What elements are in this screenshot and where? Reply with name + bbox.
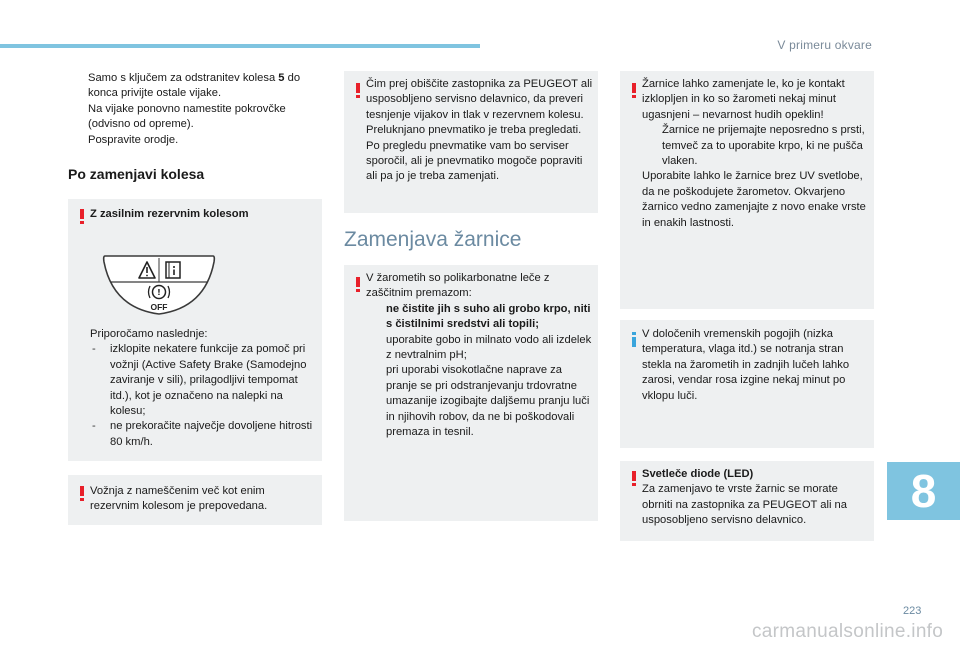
svg-text:!: ! bbox=[157, 288, 161, 297]
warning-icon bbox=[632, 83, 636, 97]
warning-icon bbox=[356, 277, 360, 291]
list-item: Pospravite orodje. bbox=[88, 133, 179, 146]
warning-title: Svetleče diode (LED) bbox=[642, 468, 754, 480]
list-item: pri uporabi visokotlačne naprave za pranje se pri odstranjevanju trdovratne umazanije izogibajte daljšemu pranju luči in njihovih robov, da ne bi poškodovali premaza in tesnil. bbox=[386, 364, 590, 439]
heading-after-wheel-change: Po zamenjavi kolesa bbox=[68, 166, 205, 182]
page-number: 223 bbox=[903, 605, 922, 617]
warning-body: Čim prej obiščite zastopnika za PEUGEOT ali usposobljeno servisno delavnico, da preveri tesnjenje vijakov in tlak v rezervnem kolesu. Preluknjano pnevmatiko je treba pregledati. Po pregledu pnevmatike vam bo serviser sporočil, ali je pnevmatiko mogoče popraviti ali pa jo je treba zamenjati. bbox=[366, 78, 593, 183]
watermark: carmanualsonline.info bbox=[752, 621, 944, 642]
warning-box-dealer-check bbox=[344, 71, 598, 213]
header-accent-bar bbox=[0, 44, 480, 48]
warning-body: V žarometih so polikarbonatne leče z zaščitnim premazom: ne čistite jih s suho ali grobo krpo, niti s čistilnimi sredstvi ali topili; uporabite gobo in milnato vodo ali izdelek z nevtralnim pH; pri uporabi visokotlačne naprave za pranje se pri odstranjevanju trdovratne umazanije izogibajte daljšemu pranju luči in njihovih robov, da ne bi poškodovali premaza in tesnil. bbox=[366, 271, 594, 440]
warning-body: Svetleče diode (LED) Za zamenjavo te vrste žarnic se morate obrniti na zastopnika za PEUGEOT ali na usposobljeno servisno delavnico. bbox=[642, 468, 848, 527]
warning-box-headlamp-care bbox=[344, 265, 598, 521]
warning-title: Z zasilnim rezervnim kolesom bbox=[90, 208, 249, 220]
list-item: ne čistite jih s suho ali grobo krpo, niti s čistilnimi sredstvi ali topili; bbox=[386, 302, 591, 331]
warning-box-burn-risk bbox=[620, 71, 874, 309]
warning-box-multiple-spares bbox=[68, 475, 322, 525]
warning-icon bbox=[356, 83, 360, 97]
info-icon bbox=[632, 332, 636, 346]
spare-wheel-sticker-illustration bbox=[101, 254, 217, 318]
chapter-tab: 8 bbox=[887, 462, 960, 520]
sticker-off-label: OFF bbox=[150, 302, 168, 312]
warning-icon bbox=[80, 209, 84, 223]
warning-body: Žarnice lahko zamenjate le, ko je kontakt izklopljen in ko so žarometi nekaj minut ugasnjeni – nevarnost hudih opeklin! Žarnice ne prijemajte neposredno s prsti, temveč za to uporabite krpo, ki ne pušča vlaken. Uporabite lahko le žarnice brez UV svetlobe, da ne poškodujete žarometov. Okvarjeno žarnico vedno zamenjajte z novo enake vrste in enakih lastnosti. bbox=[642, 77, 870, 231]
list-item: - ne prekoračite največje dovoljene hitrosti 80 km/h. bbox=[92, 420, 313, 448]
column-1-list bbox=[68, 71, 320, 148]
warning-icon bbox=[632, 471, 636, 485]
list-item: Žarnice ne prijemajte neposredno s prsti, temveč za to uporabite krpo, ki ne pušča vlaken. bbox=[662, 124, 865, 168]
warning-body: Priporočamo naslednje: - izklopite nekatere funkcije za pomoč pri vožnji (Active Safety Brake (Samodejno zaviranje v sili), prilagodljivi tempomat itd.), kot je označeno na nalepki na kolesu; - ne prekoračite največje dovoljene hitrosti 80 km/h. bbox=[90, 327, 316, 450]
list-item: uporabite gobo in milnato vodo ali izdelek z nevtralnim pH; bbox=[386, 333, 592, 362]
warning-box-spare-wheel bbox=[68, 199, 322, 461]
list-item: Na vijake ponovno namestite pokrovčke (odvisno od opreme). bbox=[88, 102, 286, 131]
list-item: Samo s ključem za odstranitev kolesa 5 do konca privijte ostale vijake. bbox=[88, 72, 301, 100]
warning-body: Vožnja z nameščenim več kot enim rezervnim kolesom je prepovedana. bbox=[90, 485, 268, 513]
section-title: V primeru okvare bbox=[777, 38, 872, 52]
warning-box-led bbox=[620, 461, 874, 541]
warning-icon bbox=[80, 486, 84, 500]
heading-bulb-replacement: Zamenjava žarnice bbox=[344, 228, 522, 251]
info-box-condensation bbox=[620, 320, 874, 448]
list-item: - izklopite nekatere funkcije za pomoč pri vožnji (Active Safety Brake (Samodejno zaviranje v sili), prilagodljivi tempomat itd.), kot je označeno na nalepki na kolesu; bbox=[92, 343, 307, 418]
info-body: V določenih vremenskih pogojih (nizka temperatura, vlaga itd.) se notranja stran stekla na žarometih in zadnjih lučeh lahko zarosi, vendar rosa izgine nekaj minut po vklopu luči. bbox=[642, 328, 850, 402]
